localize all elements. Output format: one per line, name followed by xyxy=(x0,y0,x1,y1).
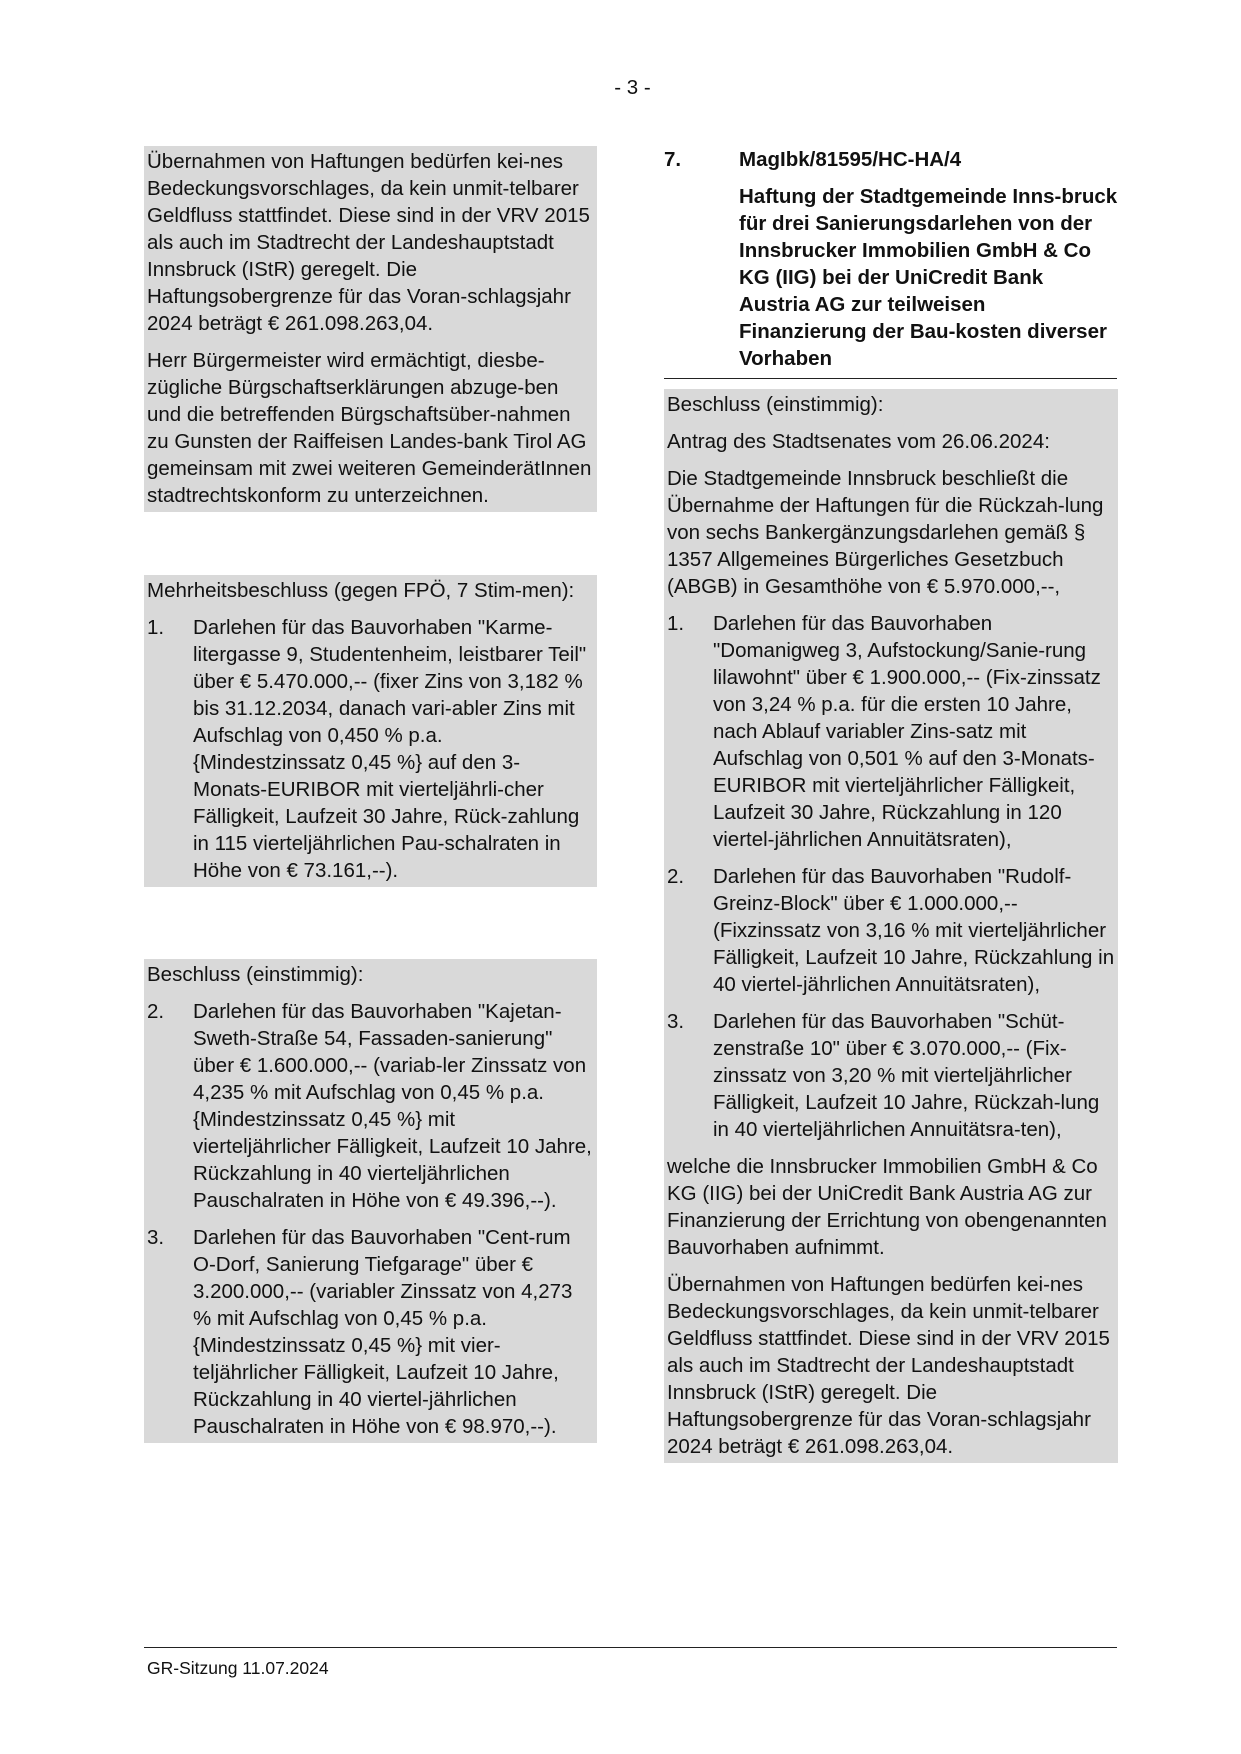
list-item xyxy=(147,1224,594,1440)
unanimous-decision-heading: Beschluss (einstimmig): xyxy=(147,963,364,986)
list-item-number: 3. xyxy=(147,1226,165,1249)
majority-decision-heading: Mehrheitsbeschluss (gegen FPÖ, 7 Stim-men): xyxy=(147,579,575,602)
intro-paragraph: Die Stadtgemeinde Innsbruck beschließt die Übernahme der Haftungen für die Rückzah-lung von sechs Bankergänzungsdarlehen gemäß § 1357 Allgemeines Bürgerliches Gesetzbuch (ABGB) in Gesamthöhe von € 5.970.000,--, xyxy=(667,467,1104,598)
agenda-item-title: Haftung der Stadtgemeinde Inns-bruck für drei Sanierungsdarlehen von der Innsbrucker Immobilien GmbH & Co KG (IIG) bei der UniCredit Bank Austria AG zur teilweisen Finanzierung der Bau-kosten diverser Vorhaben xyxy=(739,185,1118,370)
right-column xyxy=(664,146,1118,1463)
footer-session-date: GR-Sitzung 11.07.2024 xyxy=(147,1658,329,1678)
authorization-paragraph: Herr Bürgermeister wird ermächtigt, diesbe-zügliche Bürgschaftserklärungen abzuge-ben und die betreffenden Bürgschaftsüber-nahmen zu Gunsten der Raiffeisen Landes-bank Tirol AG gemeinsam mit zwei weiteren GemeinderätInnen stadtrechtskonform zu unterzeichnen. xyxy=(147,349,592,507)
list-item-text: Darlehen für das Bauvorhaben "Karme-litergasse 9, Studentenheim, leistbarer Teil" über € 5.470.000,-- (fixer Zins von 3,182 % bis 31.12.2034, danach vari-abler Zins mit Aufschlag von 0,450 % p.a. {Mindestzinssatz 0,45 %} auf den 3-Monats-EURIBOR mit vierteljährli-cher Fälligkeit, Laufzeit 30 Jahre, Rück-zahlung in 115 vierteljährlichen Pau-schalraten in Höhe von € 73.161,--). xyxy=(193,616,587,882)
list-item-text: Darlehen für das Bauvorhaben "Rudolf-Greinz-Block" über € 1.000.000,-- (Fixzinssatz von 3,16 % mit vierteljährlicher Fälligkeit, Laufzeit 10 Jahre, Rückzahlung in 40 viertel-jährlichen Annuitätsraten), xyxy=(713,865,1115,996)
list-item-text: Darlehen für das Bauvorhaben "Cent-rum O-Dorf, Sanierung Tiefgarage" über € 3.200.000,-- (variabler Zinssatz von 4,273 % mit Aufschlag von 0,45 % p.a. {Mindestzinssatz 0,45 %} mit vier-teljährlicher Fälligkeit, Laufzeit 10 Jahre, Rückzahlung in 40 viertel-jährlichen Pauschalraten in Höhe von € 98.970,--). xyxy=(193,1226,573,1438)
liability-paragraph: Übernahmen von Haftungen bedürfen kei-nes Bedeckungsvorschlages, da kein unmit-telbarer Geldfluss stattfindet. Diese sind in der VRV 2015 als auch im Stadtrecht der Landeshauptstadt Innsbruck (IStR) geregelt. Die Haftungsobergrenze für das Voran-schlagsjahr 2024 beträgt € 261.098.263,04. xyxy=(147,150,590,335)
agenda-item-header xyxy=(664,146,1118,173)
list-item xyxy=(667,863,1115,998)
list-item xyxy=(667,1008,1115,1143)
motion-line: Antrag des Stadtsenates vom 26.06.2024: xyxy=(667,430,1050,453)
list-item xyxy=(147,614,594,884)
left-block-majority xyxy=(144,575,597,887)
decision-heading: Beschluss (einstimmig): xyxy=(667,393,884,416)
list-item-text: Darlehen für das Bauvorhaben "Schüt-zenstraße 10" über € 3.070.000,-- (Fix-zinssatz von 3,20 % mit vierteljährlicher Fälligkeit, Laufzeit 10 Jahre, Rückzah-lung in 40 vierteljährlichen Annuitätsra-ten), xyxy=(713,1010,1100,1141)
list-item xyxy=(147,998,594,1214)
left-block-liability xyxy=(144,146,597,512)
list-item xyxy=(667,610,1115,853)
list-item-number: 2. xyxy=(147,1000,165,1023)
agenda-item-reference: MagIbk/81595/HC-HA/4 xyxy=(739,148,962,171)
closing-paragraph: welche die Innsbrucker Immobilien GmbH & Co KG (IIG) bei der UniCredit Bank Austria AG zur Finanzierung der Errichtung von obengenannten Bauvorhaben aufnimmt. xyxy=(667,1155,1107,1259)
list-item-text: Darlehen für das Bauvorhaben "Domanigweg 3, Aufstockung/Sanie-rung lilawohnt" über € 1.900.000,-- (Fix-zinssatz von 3,24 % p.a. für die ersten 10 Jahre, nach Ablauf variabler Zins-satz mit Aufschlag von 0,501 % auf den 3-Monats-EURIBOR mit vierteljährlicher Fälligkeit, Laufzeit 30 Jahre, Rückzahlung in 120 viertel-jährlichen Annuitätsraten), xyxy=(713,612,1101,851)
list-item-number: 2. xyxy=(667,865,685,888)
list-item-number: 1. xyxy=(667,612,685,635)
page-number: - 3 - xyxy=(614,76,651,99)
liability-paragraph: Übernahmen von Haftungen bedürfen kei-nes Bedeckungsvorschlages, da kein unmit-telbarer Geldfluss stattfindet. Diese sind in der VRV 2015 als auch im Stadtrecht der Landeshauptstadt Innsbruck (IStR) geregelt. Die Haftungsobergrenze für das Voran-schlagsjahr 2024 beträgt € 261.098.263,04. xyxy=(667,1273,1110,1458)
title-divider xyxy=(664,378,1117,379)
agenda-item-number: 7. xyxy=(664,148,682,171)
left-block-unanimous xyxy=(144,959,597,1443)
list-item-number: 3. xyxy=(667,1010,685,1033)
footer-divider xyxy=(144,1647,1117,1648)
list-item-number: 1. xyxy=(147,616,165,639)
list-item-text: Darlehen für das Bauvorhaben "Kajetan-Sweth-Straße 54, Fassaden-sanierung" über € 1.600.000,-- (variab-ler Zinssatz von 4,235 % mit Aufschlag von 0,45 % p.a. {Mindestzinssatz 0,45 %} mit vierteljährlicher Fälligkeit, Laufzeit 10 Jahre, Rückzahlung in 40 vierteljährlichen Pauschalraten in Höhe von € 49.396,--). xyxy=(193,1000,592,1212)
